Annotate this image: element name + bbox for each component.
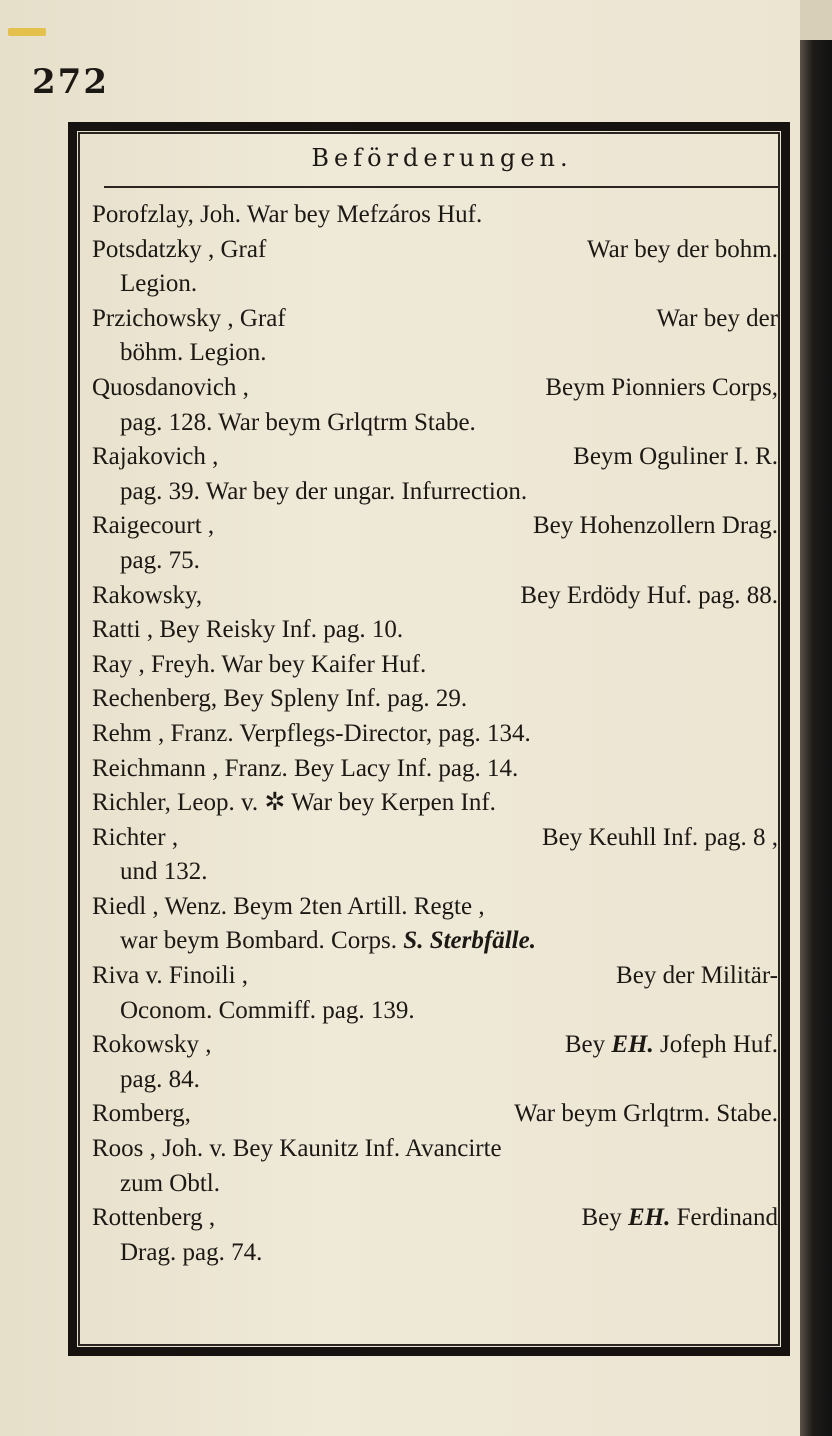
- spine-top-edge: [800, 0, 832, 40]
- entry-line: [92, 821, 780, 856]
- entry-detail: [616, 959, 780, 994]
- entry-name: Legion.: [120, 270, 198, 298]
- entry-line: [92, 613, 780, 648]
- entry-detail-text: Bey Keuhll Inf. pag. 8 ,: [541, 823, 778, 851]
- entry-name: Romberg,: [92, 1100, 191, 1128]
- entry-detail-text: Bey Erdödy Huf. pag. 88.: [520, 581, 778, 609]
- entry-name: Richler, Leop. v. ✲ War bey Kerpen Inf.: [92, 789, 496, 817]
- entry-line: [92, 198, 780, 233]
- entry-name: Porofzlay, Joh. War bey Mefzáros Huf.: [92, 201, 483, 228]
- entry-name: Reichmann , Franz. Bey Lacy Inf. pag. 14.: [92, 754, 519, 782]
- entry-detail-text: Bey: [564, 1031, 612, 1059]
- entry-detail: [545, 371, 780, 406]
- entry-continuation-line: [92, 1167, 780, 1202]
- entry-name: Rokowsky ,: [92, 1031, 212, 1059]
- entry-name: Drag. pag. 74.: [120, 1238, 263, 1266]
- entry-detail-text: War bey der: [656, 304, 778, 332]
- entry-detail-text: Bey Hohenzollern Drag.: [532, 512, 778, 540]
- entry-continuation-line: [92, 406, 780, 441]
- entry-line: [92, 1201, 780, 1236]
- entry-detail-italic: EH.: [611, 1031, 654, 1059]
- entry-detail-text: Beym Oguliner I. R.: [573, 443, 778, 471]
- entry-detail: [656, 302, 780, 337]
- entry-name: Riva v. Finoili ,: [92, 962, 249, 990]
- entry-detail-text: Beym Pionniers Corps,: [545, 373, 778, 401]
- entry-detail-text: War bey der bohm.: [587, 235, 778, 263]
- entry-line: [92, 579, 780, 614]
- entry-name: pag. 84.: [120, 1065, 200, 1093]
- entry-line: [92, 1132, 780, 1167]
- entry-detail: [514, 1097, 780, 1132]
- entry-name: Ray , Freyh. War bey Kaifer Huf.: [92, 650, 427, 678]
- corner-mark: [8, 28, 46, 36]
- entry-name: Potsdatzky , Graf: [92, 235, 267, 263]
- entry-detail: [533, 509, 780, 544]
- entry-continuation-line: [92, 544, 780, 579]
- entry-name: und 132.: [120, 858, 208, 886]
- entry-line: [92, 959, 780, 994]
- entry-name: Richter ,: [92, 823, 179, 851]
- entry-line: [92, 509, 780, 544]
- entry-detail-text: War beym Grlqtrm. Stabe.: [514, 1100, 778, 1128]
- entry-detail: [587, 233, 780, 268]
- entry-line: [92, 371, 780, 406]
- entry-name: Rehm , Franz. Verpflegs-Director, pag. 134.: [92, 719, 531, 747]
- entry-detail: [565, 1028, 780, 1063]
- entry-name: Oconom. Commiff. pag. 139.: [120, 996, 415, 1024]
- entry-detail: [581, 1201, 780, 1236]
- entry-continuation-line: [92, 855, 780, 890]
- entry-name: pag. 128. War beym Grlqtrm Stabe.: [120, 408, 476, 436]
- entry-name: Riedl , Wenz. Beym 2ten Artill. Regte ,: [92, 892, 485, 920]
- entry-line: [92, 752, 780, 787]
- entry-line: [92, 890, 780, 925]
- entry-continuation-line: [92, 1236, 780, 1271]
- entry-name: Quosdanovich ,: [92, 373, 249, 401]
- entry-continuation-line: [92, 924, 780, 959]
- entry-continuation-line: [92, 475, 780, 510]
- entry-continuation-line: [92, 267, 780, 302]
- entry-name: böhm. Legion.: [120, 339, 267, 367]
- entry-italic-ref: S. Sterbfälle.: [403, 927, 536, 955]
- entry-line: [92, 786, 780, 821]
- entry-name: Przichowsky , Graf: [92, 304, 286, 332]
- entry-name: Rajakovich ,: [92, 443, 219, 471]
- entry-detail-tail: Ferdinand: [670, 1204, 778, 1232]
- entry-name: Rakowsky,: [92, 581, 203, 609]
- entry-name: Ratti , Bey Reisky Inf. pag. 10.: [92, 616, 404, 644]
- section-heading: Beförderungen.: [311, 144, 573, 172]
- entry-continuation-line: [92, 1063, 780, 1098]
- entry-list: [92, 198, 780, 1270]
- entry-name: zum Obtl.: [120, 1169, 220, 1197]
- entry-name: Raigecourt ,: [92, 512, 215, 540]
- entry-detail: [520, 579, 780, 614]
- entry-continuation-line: [92, 336, 780, 371]
- entry-detail: [573, 440, 780, 475]
- heading-rule: [104, 186, 780, 188]
- entry-name: Roos , Joh. v. Bey Kaunitz Inf. Avancirte: [92, 1135, 502, 1163]
- entry-line: [92, 682, 780, 717]
- entry-detail-text: Bey der Militär-: [616, 962, 778, 990]
- entry-detail-italic: EH.: [628, 1204, 671, 1232]
- entry-name: war beym Bombard. Corps.: [120, 927, 404, 955]
- book-spine: [800, 0, 832, 1436]
- entry-line: [92, 302, 780, 337]
- page-number: 272: [32, 62, 109, 102]
- entry-line: [92, 1028, 780, 1063]
- entry-detail-tail: Jofeph Huf.: [653, 1031, 778, 1059]
- entry-line: [92, 440, 780, 475]
- entry-detail: [542, 821, 780, 856]
- entry-continuation-line: [92, 994, 780, 1029]
- entry-name: Rottenberg ,: [92, 1204, 216, 1232]
- entry-detail-text: Bey: [581, 1204, 628, 1232]
- entry-line: [92, 648, 780, 683]
- entry-name: pag. 75.: [120, 546, 200, 574]
- entry-name: Rechenberg, Bey Spleny Inf. pag. 29.: [92, 685, 468, 713]
- entry-line: [92, 1097, 780, 1132]
- entry-line: [92, 717, 780, 752]
- entry-name: pag. 39. War bey der ungar. Infurrection.: [120, 477, 528, 505]
- entry-line: [92, 233, 780, 268]
